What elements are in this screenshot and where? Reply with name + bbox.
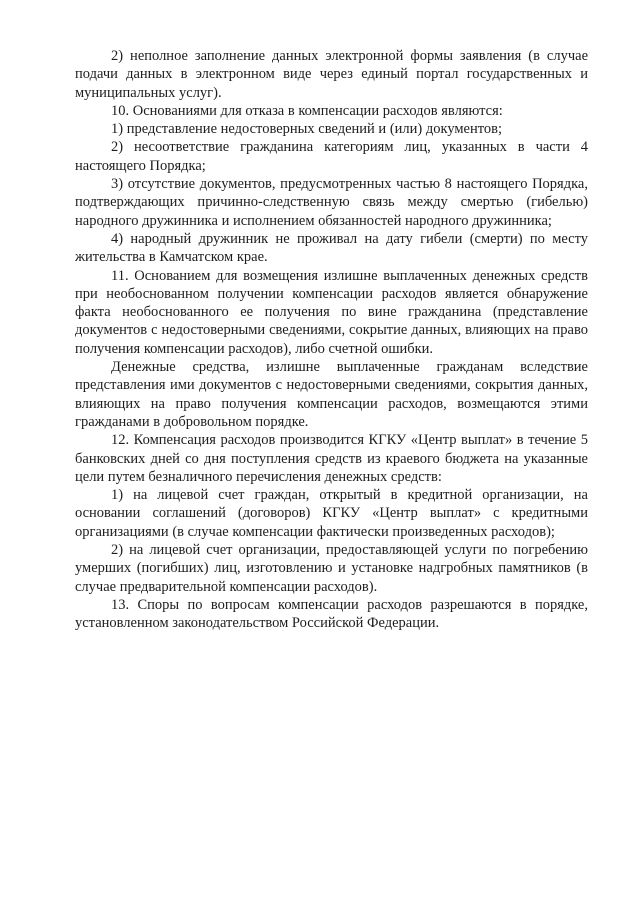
paragraph-section-12: 12. Компенсация расходов производится КГКУ «Центр выплат» в течение 5 банковских дней со дня поступления средств из краевого бюджета на указанные цели путем безналичного перечисления денежных средств: (75, 432, 588, 485)
paragraph-refusal-item-2: 2) несоответствие гражданина категориям лиц, указанных в части 4 настоящего Порядка; (75, 139, 588, 174)
paragraph-refusal-item-4: 4) народный дружинник не проживал на дату гибели (смерти) по месту жительства в Камчатском крае. (75, 230, 588, 266)
paragraph-voluntary-refund: Денежные средства, излишне выплаченные гражданам вследствие представления ими документов с недостоверными сведениями, сокрытия данных, влияющих на право получения компенсации расходов, возмещаются этими гражданами в добровольном порядке. (75, 359, 588, 430)
paragraph-refusal-grounds: 10. Основаниями для отказа в компенсации расходов являются: (111, 102, 503, 119)
paragraph-incomplete-form: 2) неполное заполнение данных электронной формы заявления (в случае подачи данных в электронном виде через единый портал государственных и муниципальных услуг). (75, 48, 588, 101)
paragraph-refusal-item-1: 1) представление недостоверных сведений и (или) документов; (111, 121, 503, 138)
paragraph-section-13: 13. Споры по вопросам компенсации расходов разрешаются в порядке, установленном законодательством Российской Федерации. (75, 596, 588, 632)
paragraph-payment-item-1: 1) на лицевой счет граждан, открытый в кредитной организации, на основании соглашений (договоров) КГКУ «Центр выплат» с кредитными организациями (в случае компенсации фактически произведенных расходов); (75, 487, 588, 540)
document-body (75, 47, 588, 633)
paragraph-refusal-item-3: 3) отсутствие документов, предусмотренных частью 8 настоящего Порядка, подтверждающих причинно-следственную связь между смертью (гибелью) народного дружинника и исполнением обязанностей народного дружинника; (75, 176, 588, 229)
paragraph-payment-item-2: 2) на лицевой счет организации, предоставляющей услуги по погребению умерших (погибших) лиц, изготовлению и установке надгробных памятников (в случае предварительной компенсации расходов). (75, 542, 588, 595)
paragraph-section-11: 11. Основанием для возмещения излишне выплаченных денежных средств при необоснованном получении компенсации расходов является обнаружение факта необоснованного ее получения по вине гражданина (представление документов с недостоверными сведениями, сокрытие данных, влияющих на право получения компенсации расходов), либо счетной ошибки. (75, 267, 588, 357)
